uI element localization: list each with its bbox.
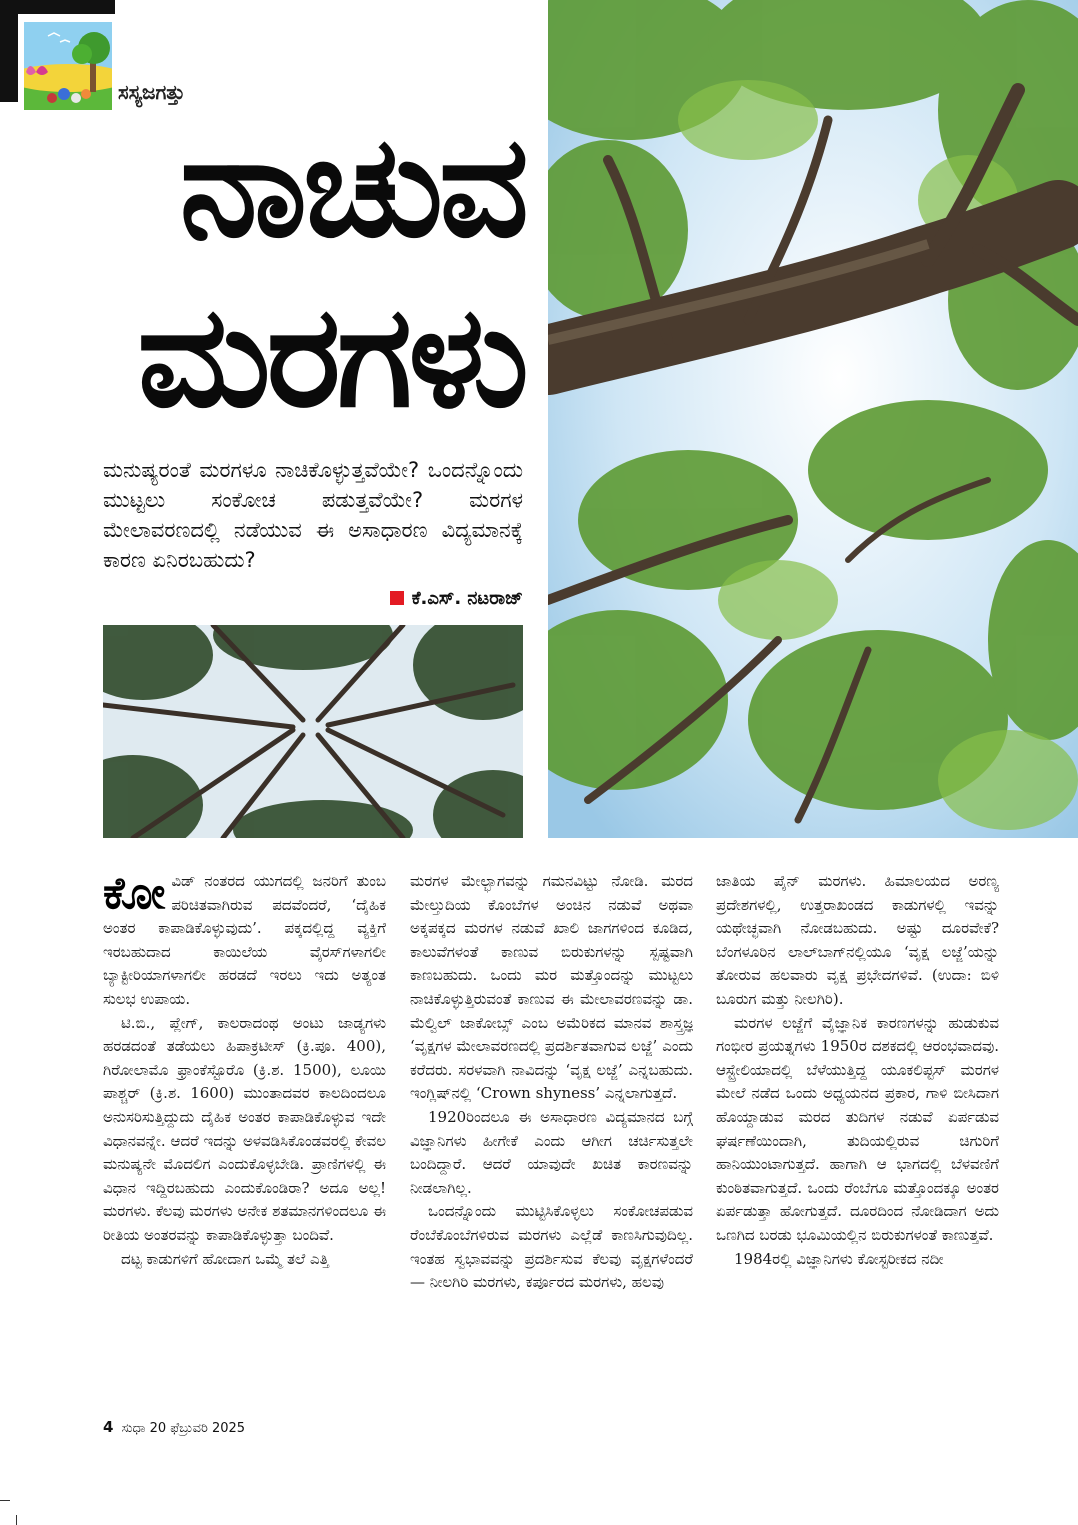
deck-text: ಮನುಷ್ಯರಂತೆ ಮರಗಳೂ ನಾಚಿಕೊಳ್ಳುತ್ತವೆಯೇ? ಒಂದನ್ನೊಂದು ಮುಟ್ಟಲು ಸಂಕೋಚ ಪಡುತ್ತವೆಯೇ? ಮರಗಳ ಮೇಲಾವರಣದಲ್ಲಿ ನಡೆಯುವ ಈ ಅಸಾಧಾರಣ ವಿದ್ಯಮಾನಕ್ಕೆ ಕಾರಣ ಏನಿರಬಹುದು?	[103, 458, 523, 572]
paragraph: 1920ರಿಂದಲೂ ಈ ಅಸಾಧಾರಣ ವಿದ್ಯಮಾನದ ಬಗ್ಗೆ ವಿಜ್ಞಾನಿಗಳು ಹೀಗೇಕೆ ಎಂದು ಆಗೀಗ ಚರ್ಚಿಸುತ್ತಲೇ ಬಂದಿದ್ದಾರೆ. ಆದರೆ ಯಾವುದೇ ಖಚಿತ ಕಾರಣವನ್ನು ನೀಡಲಾಗಿಲ್ಲ.	[410, 1107, 693, 1197]
deck-summary	[103, 455, 523, 575]
corner-black-bar	[0, 0, 18, 102]
tree-canopy-illustration	[548, 0, 1078, 838]
paragraph: ದಟ್ಟ ಕಾಡುಗಳಿಗೆ ಹೋದಾಗ ಒಮ್ಮೆ ತಲೆ ಎತ್ತಿ	[121, 1249, 329, 1268]
issue-info: ಸುಧಾ 20 ಫೆಬ್ರುವರಿ 2025	[121, 1421, 246, 1436]
paragraph: ಮರಗಳ ಲಜ್ಜೆಗೆ ವೈಜ್ಞಾನಿಕ ಕಾರಣಗಳನ್ನು ಹುಡುಕುವ ಗಂಭೀರ ಪ್ರಯತ್ನಗಳು 1950ರ ದಶಕದಲ್ಲಿ ಆರಂಭವಾದವು. ಆಸ್ಟ್ರೇಲಿಯಾದಲ್ಲಿ ಬೆಳೆಯುತ್ತಿದ್ದ ಯೂಕಲಿಪ್ಟಸ್ ಮರಗಳ ಮೇಲೆ ನಡೆದ ಒಂದು ಅಧ್ಯಯನದ ಪ್ರಕಾರ, ಗಾಳಿ ಬೀಸಿದಾಗ ಹೊಯ್ದಾಡುವ ಮರದ ತುದಿಗಳ ನಡುವೆ ಏರ್ಪಡುವ ಘರ್ಷಣೆಯಿಂದಾಗಿ, ತುದಿಯಲ್ಲಿರುವ ಚಿಗುರಿಗೆ ಹಾನಿಯುಂಟಾಗುತ್ತದೆ. ಹಾಗಾಗಿ ಆ ಭಾಗದಲ್ಲಿ ಬೆಳವಣಿಗೆ ಕುಂಠಿತವಾಗುತ್ತದೆ. ಒಂದು ರೆಂಬೆಗೂ ಮತ್ತೊಂದಕ್ಕೂ ಅಂತರ ಏರ್ಪಡುತ್ತಾ ಹೋಗುತ್ತದೆ. ದೂರದಿಂದ ನೋಡಿದಾಗ ಅದು ಒಣಗಿದ ಬರಡು ಭೂಮಿಯಲ್ಲಿನ ಬಿರುಕುಗಳಂತೆ ಕಾಣುತ್ತವೆ.	[716, 1013, 999, 1244]
nature-scene-icon	[24, 22, 112, 110]
page-footer	[103, 1418, 245, 1436]
paragraph: ಒಂದನ್ನೊಂದು ಮುಟ್ಟಿಸಿಕೊಳ್ಳಲು ಸಂಕೋಚಪಡುವ ರೆಂಬೆಕೊಂಬೆಗಳಿರುವ ಮರಗಳು ಎಲ್ಲೆಡೆ ಕಾಣಸಿಗುವುದಿಲ್ಲ. ಇಂತಹ ಸ್ವಭಾವವನ್ನು ಪ್ರದರ್ಶಿಸುವ ಕೆಲವು ವೃಕ್ಷಗಳೆಂದರೆ — ನೀಲಗಿರಿ ಮರಗಳು, ಕರ್ಪೂರದ ಮರಗಳು, ಹಲವು	[410, 1202, 693, 1292]
page-number: 4	[103, 1418, 114, 1436]
body-column-3	[716, 870, 999, 1271]
paragraph: 1984ರಲ್ಲಿ ವಿಜ್ಞಾನಿಗಳು ಕೋಸ್ಟರೀಕದ ನದೀ	[734, 1249, 944, 1268]
author-name: ಕೆ.ಎಸ್. ನಟರಾಜ್	[411, 588, 523, 609]
headline-line-1: ನಾಚುವ	[179, 106, 525, 269]
headline-line-2: ಮರಗಳು	[137, 276, 525, 439]
corner-black-bar-top	[18, 0, 115, 14]
pine-canopy-illustration	[103, 625, 523, 838]
main-photo-canopy	[548, 0, 1078, 838]
red-square-icon	[390, 591, 404, 605]
paragraph: ಜಾತಿಯ ಪೈನ್ ಮರಗಳು. ಹಿಮಾಲಯದ ಅರಣ್ಯ ಪ್ರದೇಶಗಳಲ್ಲಿ, ಉತ್ತರಾಖಂಡದ ಕಾಡುಗಳಲ್ಲಿ ಇವನ್ನು ಯಥೇಚ್ಛವಾಗಿ ನೋಡಬಹುದು. ಅಷ್ಟು ದೂರವೇಕೆ? ಬೆಂಗಳೂರಿನ ಲಾಲ್‌ಬಾಗ್‌ನಲ್ಲಿಯೂ ‘ವೃಕ್ಷ ಲಜ್ಜೆ’ಯನ್ನು ತೋರುವ ಹಲವಾರು ವೃಕ್ಷ ಪ್ರಭೇದಗಳಿವೆ. (ಉದಾ: ಬಿಳಿ ಬೂರುಗ ಮತ್ತು ನೀಲಗಿರಿ).	[716, 872, 999, 1008]
paragraph: ಮರಗಳ ಮೇಲ್ಭಾಗವನ್ನು ಗಮನವಿಟ್ಟು ನೋಡಿ. ಮರದ ಮೇಲ್ತುದಿಯ ಕೊಂಬೆಗಳ ಅಂಚಿನ ನಡುವೆ ಅಥವಾ ಅಕ್ಕಪಕ್ಕದ ಮರಗಳ ನಡುವೆ ಖಾಲಿ ಜಾಗಗಳಿಂದ ಕೂಡಿದ, ಕಾಲುವೆಗಳಂತೆ ಕಾಣುವ ಬಿರುಕುಗಳನ್ನು ಸ್ಪಷ್ಟವಾಗಿ ಕಾಣಬಹುದು. ಒಂದು ಮರ ಮತ್ತೊಂದನ್ನು ಮುಟ್ಟಲು ನಾಚಿಕೊಳ್ಳುತ್ತಿರುವಂತೆ ಕಾಣುವ ಈ ಮೇಲಾವರಣವನ್ನು ಡಾ. ಮೆಲ್ವಿಲ್ ಜಾಕೋಬ್ಸ್ ಎಂಬ ಅಮೆರಿಕದ ಮಾನವ ಶಾಸ್ತ್ರಜ್ಞ ‘ವೃಕ್ಷಗಳ ಮೇಲಾವರಣದಲ್ಲಿ ಪ್ರದರ್ಶಿತವಾಗುವ ಲಜ್ಜೆ’ ಎಂದು ಕರೆದರು. ಸರಳವಾಗಿ ನಾವಿದನ್ನು ‘ವೃಕ್ಷ ಲಜ್ಜೆ’ ಎನ್ನಬಹುದು. ಇಂಗ್ಲಿಷ್‌ನಲ್ಲಿ ‘Crown shyness’ ಎನ್ನಲಾಗುತ್ತದೆ.	[410, 872, 693, 1103]
byline	[303, 588, 523, 609]
paragraph: ಟಿ.ಬಿ., ಪ್ಲೇಗ್, ಕಾಲರಾದಂಥ ಅಂಟು ಜಾಡ್ಯಗಳು ಹರಡದಂತೆ ತಡೆಯಲು ಹಿಪಾಕ್ರಟೀಸ್ (ಕ್ರಿ.ಪೂ. 400), ಗಿರೋಲಾಮೊ ಫ್ರಾಂಕೆಸ್ಟೊರೊ (ಕ್ರಿ.ಶ. 1500), ಲೂಯಿ ಪಾಶ್ಚರ್ (ಕ್ರಿ.ಶ. 1600) ಮುಂತಾದವರ ಕಾಲದಿಂದಲೂ ಅನುಸರಿಸುತ್ತಿದ್ದುದು ದೈಹಿಕ ಅಂತರ ಕಾಪಾಡಿಕೊಳ್ಳುವ ಇದೇ ವಿಧಾನವನ್ನೇ. ಆದರೆ ಇದನ್ನು ಅಳವಡಿಸಿಕೊಂಡವರಲ್ಲಿ ಕೇವಲ ಮನುಷ್ಯನೇ ಮೊದಲಿಗ ಎಂದುಕೊಳ್ಳಬೇಡಿ. ಪ್ರಾಣಿಗಳಲ್ಲಿ ಈ ವಿಧಾನ ಇದ್ದಿರಬಹುದು ಎಂದುಕೊಂಡಿರಾ? ಅದೂ ಅಲ್ಲ! ಮರಗಳು. ಕೆಲವು ಮರಗಳು ಅನೇಕ ಶತಮಾನಗಳಿಂದಲೂ ಈ ರೀತಿಯ ಅಂತರವನ್ನು ಕಾಪಾಡಿಕೊಳ್ಳುತ್ತಾ ಬಂದಿವೆ.	[103, 1013, 386, 1244]
crop-mark	[0, 1500, 10, 1501]
paragraph: ಕೋವಿಡ್ ನಂತರದ ಯುಗದಲ್ಲಿ ಜನರಿಗೆ ತುಂಬ ಪರಿಚಿತವಾಗಿರುವ ಪದವೆಂದರೆ, ‘ದೈಹಿಕ ಅಂತರ ಕಾಪಾಡಿಕೊಳ್ಳುವುದು’. ಪಕ್ಕದಲ್ಲಿದ್ದ ವ್ಯಕ್ತಿಗೆ ಇರಬಹುದಾದ ಕಾಯಿಲೆಯ ವೈರಸ್‌ಗಳಾಗಲೀ ಬ್ಯಾಕ್ಟೀರಿಯಾಗಳಾಗಲೀ ಹರಡದೆ ಇರಲು ಇದು ಅತ್ಯಂತ ಸುಲಭ ಉಪಾಯ.	[103, 868, 386, 1008]
secondary-photo-pines	[103, 625, 523, 838]
dropcap: ಕೋ	[103, 868, 166, 919]
section-logo	[22, 20, 114, 112]
body-column-2	[410, 870, 693, 1295]
body-column-1	[103, 870, 386, 1271]
crop-mark	[16, 1515, 17, 1525]
section-label: ಸಸ್ಯಜಗತ್ತು	[118, 80, 185, 104]
